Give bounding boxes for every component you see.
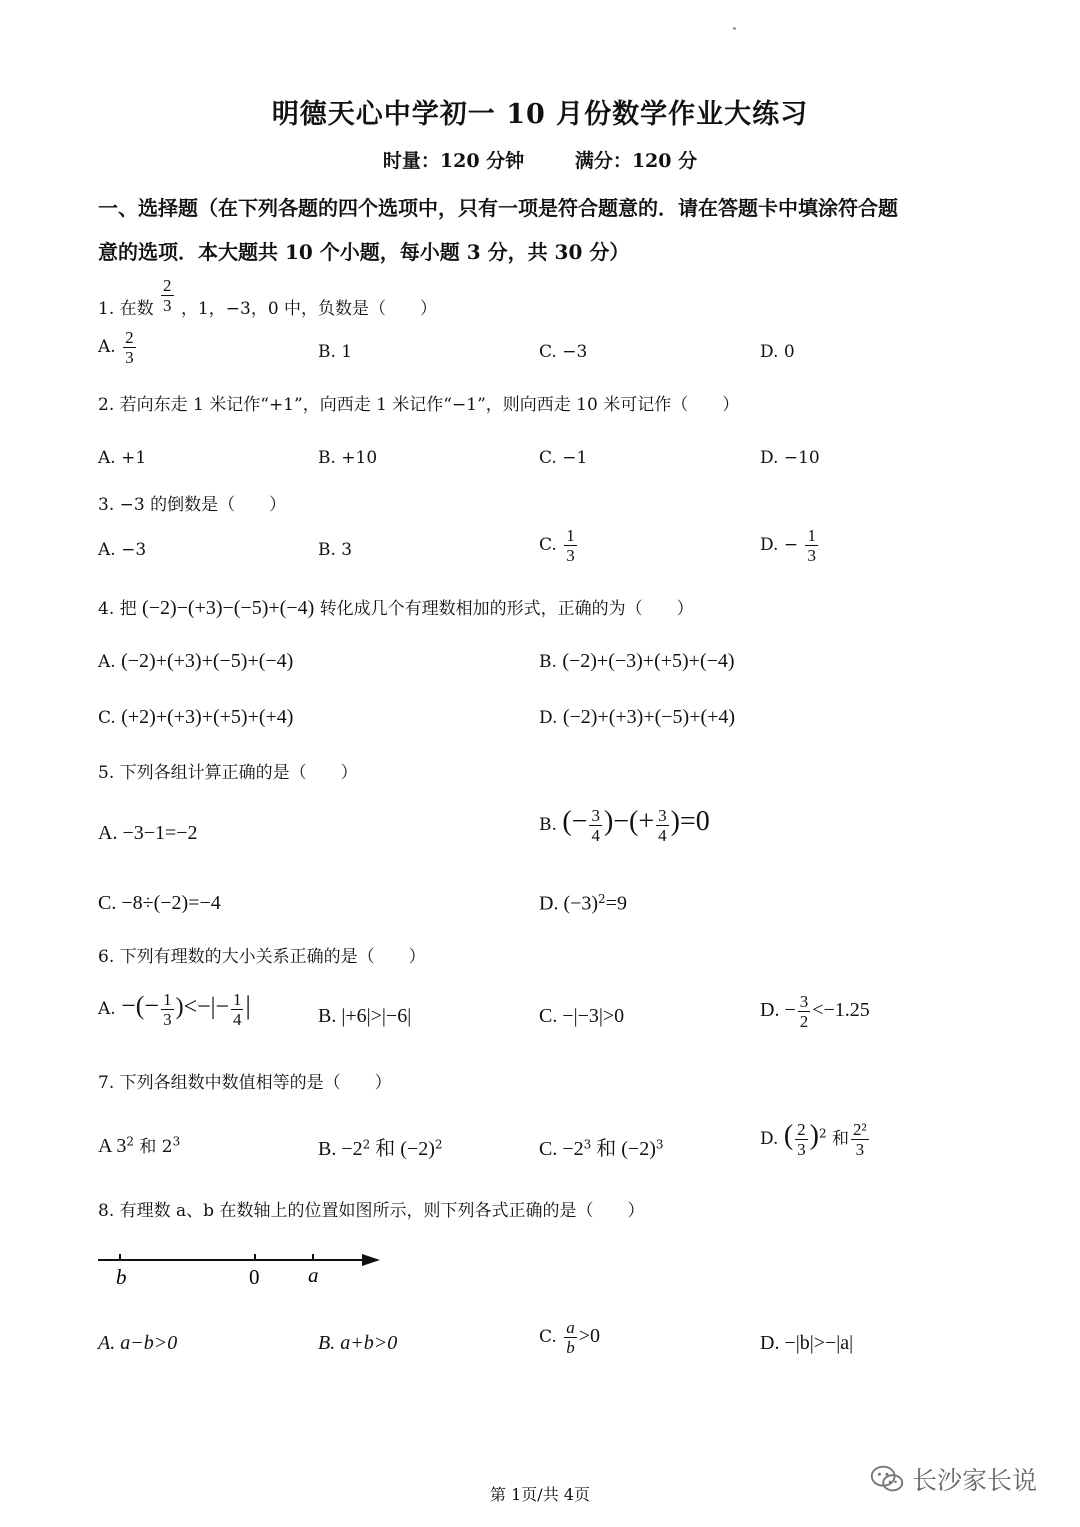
score-label: 满分：120 分 (574, 150, 698, 172)
question-3: 3. −3 的倒数是（ ） (98, 495, 287, 515)
section-heading-line1: 一、选择题（在下列各题的四个选项中，只有一项是符合题意的．请在答题卡中填涂符合题 (98, 196, 898, 220)
scan-speck (733, 27, 736, 30)
q4-stem-expression: (−2)−(+3)−(−5)+(−4) (142, 597, 315, 619)
q1-stem-fraction: $\frac{2}{3}$ (163, 276, 172, 315)
q5-option-d[interactable]: D. $(-3)^2=9$ (539, 892, 627, 915)
watermark-text: 长沙家长说 (912, 1466, 1038, 1495)
q3-option-d[interactable]: D. − $\frac{1}{3}$ (760, 526, 816, 565)
question-8: 8. 有理数 a、b 在数轴上的位置如图所示，则下列各式正确的是（ ） (98, 1201, 645, 1221)
q3-option-d-fraction: $\frac{1}{3}$ (807, 526, 816, 565)
q2-option-b[interactable]: B. +10 (318, 448, 378, 468)
question-1 (98, 276, 438, 329)
q5-option-a[interactable]: A. −3−1=−2 (98, 822, 198, 844)
q3-option-c[interactable]: C. $\frac{1}{3}$ (539, 526, 575, 565)
q3-option-c-fraction: $\frac{1}{3}$ (566, 526, 575, 565)
q5-option-b[interactable]: B. (− $\frac{3}{4}$ )−(+ $\frac{3}{4}$ )=0 (539, 806, 710, 845)
q7-option-c[interactable]: C. $-2^3$ 和 $(-2)^3$ (539, 1137, 664, 1160)
q1-option-d[interactable]: D. 0 (760, 342, 795, 362)
exam-title: 明德天心中学初一 10 月份数学作业大练习 (271, 99, 809, 130)
q6-option-c[interactable]: C. −|−3|>0 (539, 1005, 625, 1027)
q5-option-c[interactable]: C. −8÷(−2)=−4 (98, 892, 221, 914)
q8-option-a[interactable]: A. a−b>0 (98, 1332, 178, 1354)
q1-option-c[interactable]: C. −3 (539, 342, 588, 362)
q6-option-d[interactable]: D. − $\frac{3}{2}$ <−1.25 (760, 992, 870, 1031)
number-line-diagram (98, 1240, 398, 1290)
question-6: 6. 下列有理数的大小关系正确的是（ ） (98, 947, 426, 967)
q2-option-c[interactable]: C. −1 (539, 448, 588, 468)
q8-option-c[interactable]: C. $\frac{a}{b}$ >0 (539, 1318, 600, 1357)
q1-stem-b: ，1，−3，0 中，负数是（ ） (180, 299, 438, 319)
q4-option-b[interactable]: B. (−2)+(−3)+(+5)+(−4) (539, 650, 735, 672)
q6-option-a[interactable]: A. −(− $\frac{1}{3}$ )<−|− $\frac{1}{4}$ | (98, 990, 251, 1029)
label-a: a (308, 1263, 319, 1287)
section-heading-line2: 意的选项．本大题共 10 个小题，每小题 3 分，共 30 分） (98, 240, 630, 264)
page-footer: 第 1页/共 4页 (490, 1485, 590, 1504)
q1-option-a-fraction: $\frac{2}{3}$ (125, 328, 134, 367)
q2-option-a[interactable]: A. +1 (98, 448, 147, 468)
label-b: b (116, 1265, 127, 1289)
exam-subtitle (0, 146, 1080, 173)
q8-option-d[interactable]: D. −|b|>−|a| (760, 1332, 854, 1354)
q2-option-d[interactable]: D. −10 (760, 448, 820, 468)
watermark (868, 1460, 1037, 1498)
q8-option-b[interactable]: B. a+b>0 (318, 1332, 398, 1354)
time-label: 时量：120 分钟 (382, 150, 525, 172)
q7-option-a[interactable]: A $3^2$ 和 $2^3$ (98, 1134, 181, 1157)
q1-option-a[interactable]: A. $\frac{2}{3}$ (98, 328, 134, 367)
wechat-icon (868, 1460, 906, 1498)
q4-option-d[interactable]: D. (−2)+(+3)+(−5)+(+4) (539, 706, 736, 728)
q4-option-a[interactable]: A. (−2)+(+3)+(−5)+(−4) (98, 650, 294, 672)
number-line-arrow (362, 1254, 380, 1266)
q1-stem-a: 1. 在数 (98, 299, 154, 319)
question-4: 4. 把 (−2)−(+3)−(−5)+(−4) 转化成几个有理数相加的形式，正确的为（ ） (98, 597, 694, 619)
q1-option-b[interactable]: B. 1 (318, 342, 353, 362)
question-5: 5. 下列各组计算正确的是（ ） (98, 763, 358, 783)
q3-option-a[interactable]: A. −3 (98, 540, 147, 560)
question-2: 2. 若向东走 1 米记作“+1”，向西走 1 米记作“−1”，则向西走 10 米可记作（ ） (98, 395, 740, 415)
q7-option-b[interactable]: B. $-2^2$ 和 $(-2)^2$ (318, 1137, 443, 1160)
question-7: 7. 下列各组数中数值相等的是（ ） (98, 1073, 392, 1093)
q4-option-c[interactable]: C. (+2)+(+3)+(+5)+(+4) (98, 706, 294, 728)
q6-option-b[interactable]: B. |+6|>|−6| (318, 1005, 412, 1027)
q7-option-d[interactable]: D. ( $\frac{2}{3}$ )$^2$ 和 $\frac{\text{2²}}{3}$ (760, 1120, 867, 1159)
label-zero: 0 (249, 1265, 260, 1289)
q3-option-b[interactable]: B. 3 (318, 540, 353, 560)
section-heading (98, 186, 988, 274)
